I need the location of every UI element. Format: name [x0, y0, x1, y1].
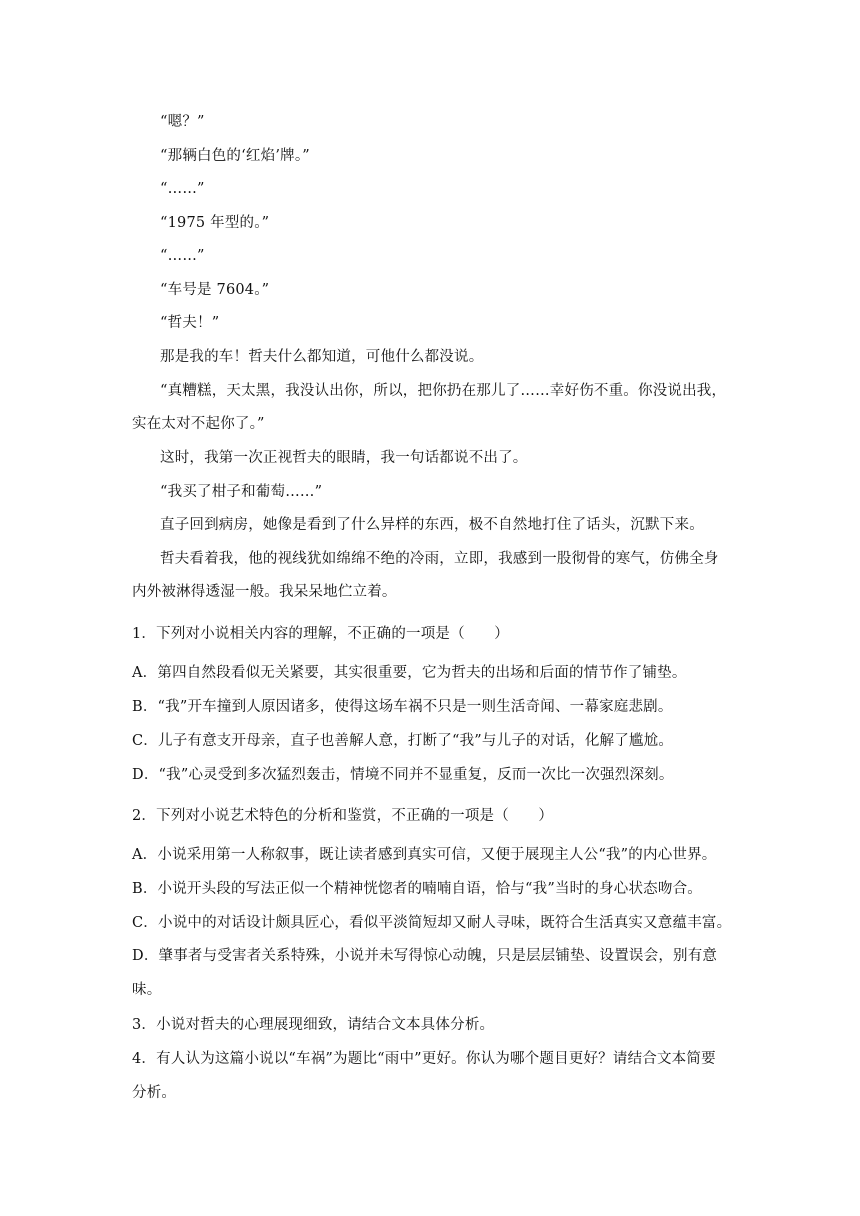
question-1-stem: 1．下列对小说相关内容的理解，不正确的一项是（ ）: [132, 626, 509, 642]
question-1-option-a: A．第四自然段看似无关紧要，其实很重要，它为哲夫的出场和后面的情节作了铺垫。: [132, 665, 687, 681]
story-line: 这时，我第一次正视哲夫的眼睛，我一句话都说不出了。: [160, 450, 528, 466]
question-1-option-c: C．儿子有意支开母亲，直子也善解人意，打断了“我”与儿子的对话，化解了尴尬。: [132, 733, 674, 749]
story-line: 直子回到病房，她像是看到了什么异样的东西，极不自然地打住了话头，沉默下来。: [160, 517, 704, 533]
question-2-stem: 2．下列对小说艺术特色的分析和鉴赏，不正确的一项是（ ）: [132, 808, 554, 824]
question-1-option-d: D．“我”心灵受到多次猛烈轰击，情境不同并不显重复，反而一次比一次强烈深刻。: [132, 767, 674, 783]
question-2-option-c: C．小说中的对话设计颇具匠心，看似平淡简短却又耐人寻味，既符合生活真实又意蕴丰富。: [132, 915, 732, 931]
question-4-stem: 4．有人认为这篇小说以“车祸”为题比“雨中”更好。你认为哪个题目更好？请结合文本简要: [132, 1051, 716, 1067]
story-line: “那辆白色的‘红焰’牌。”: [160, 148, 310, 164]
story-line: “哲夫！”: [160, 315, 220, 331]
story-line: 哲夫看着我，他的视线犹如绵绵不绝的冷雨，立即，我感到一股彻骨的寒气，仿佛全身: [160, 551, 719, 567]
story-line: “……”: [160, 181, 205, 197]
story-line: “嗯？”: [160, 114, 205, 130]
question-4-stem-continued: 分析。: [132, 1085, 177, 1101]
question-2-option-d-continued: 味。: [132, 982, 162, 998]
story-line: “……”: [160, 248, 205, 264]
question-3-stem: 3．小说对哲夫的心理展现细致，请结合文本具体分析。: [132, 1017, 495, 1033]
story-line: 内外被淋得透湿一般。我呆呆地伫立着。: [132, 584, 397, 600]
story-line: 那是我的车！哲夫什么都知道，可他什么都没说。: [160, 349, 484, 365]
story-line: “1975 年型的。”: [160, 215, 270, 231]
question-1-option-b: B．“我”开车撞到人原因诸多，使得这场车祸不只是一则生活奇闻、一幕家庭悲剧。: [132, 699, 673, 715]
story-line: “真糟糕，天太黑，我没认出你，所以，把你扔在那儿了……幸好伤不重。你没说出我，: [160, 383, 727, 399]
question-2-option-d: D．肇事者与受害者关系特殊，小说并未写得惊心动魄，只是层层铺垫、设置误会，别有意: [132, 948, 718, 964]
question-2-option-b: B．小说开头段的写法正似一个精神恍惚者的喃喃自语，恰与“我”当时的身心状态吻合。: [132, 881, 702, 897]
question-2-option-a: A．小说采用第一人称叙事，既让读者感到真实可信，又便于展现主人公“我”的内心世界。: [132, 847, 717, 863]
story-line: “车号是 7604。”: [160, 282, 270, 298]
story-line: 实在太对不起你了。”: [132, 416, 265, 432]
story-line: “我买了柑子和葡萄……”: [160, 484, 323, 500]
